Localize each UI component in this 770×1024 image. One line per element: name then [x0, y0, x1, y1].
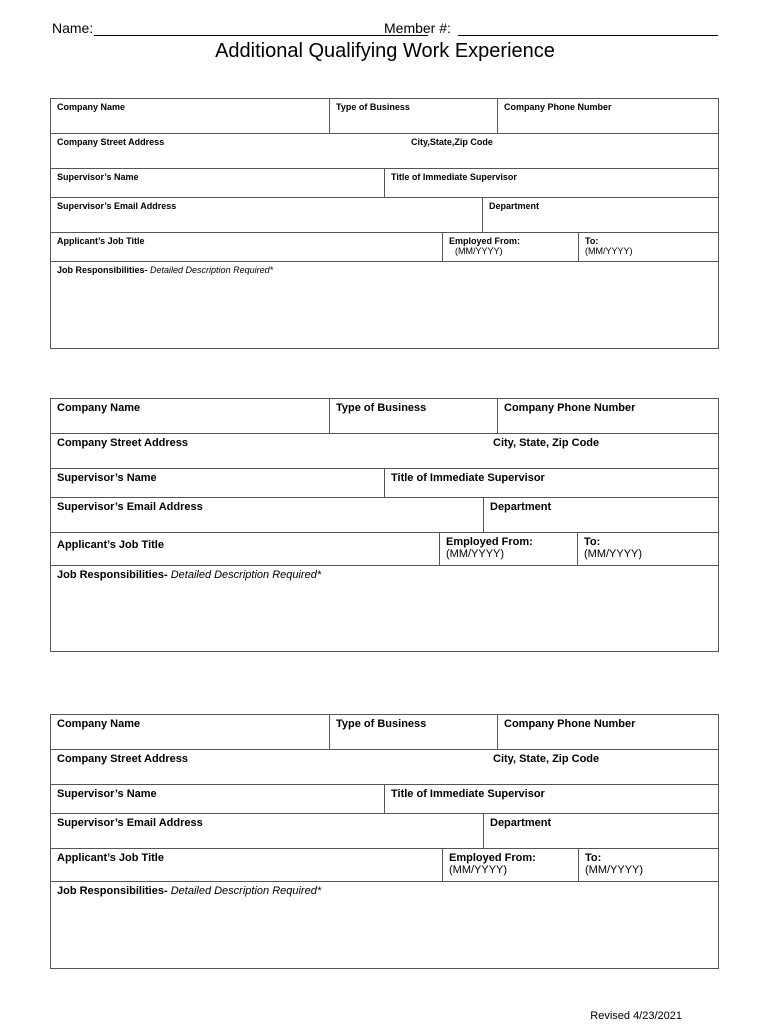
supervisor-title-field[interactable]: Title of Immediate Supervisor: [384, 785, 718, 813]
member-label: Member #:: [384, 20, 451, 36]
type-of-business-field[interactable]: Type of Business: [329, 715, 497, 749]
department-field[interactable]: Department: [482, 198, 718, 232]
job-responsibilities-field[interactable]: Job Responsibilities- Detailed Description Required*: [57, 569, 322, 581]
name-field[interactable]: [94, 35, 428, 36]
supervisor-email-field[interactable]: Supervisor’s Email Address: [57, 201, 177, 211]
revision-date: Revised 4/23/2021: [590, 1010, 682, 1022]
company-phone-field[interactable]: Company Phone Number: [497, 99, 718, 133]
employed-to-field[interactable]: To: (MM/YYYY): [578, 233, 718, 261]
page-title: Additional Qualifying Work Experience: [215, 40, 555, 62]
employed-from-field[interactable]: Employed From: (MM/YYYY): [439, 533, 577, 565]
member-number-field[interactable]: [458, 35, 718, 36]
company-name-field[interactable]: Company Name: [57, 102, 126, 112]
employed-from-field[interactable]: Employed From: (MM/YYYY): [442, 233, 578, 261]
job-responsibilities-field[interactable]: Job Responsibilities- Detailed Description Required*: [57, 265, 274, 275]
job-title-field[interactable]: Applicant’s Job Title: [57, 852, 164, 864]
work-experience-form-2: [50, 398, 719, 652]
employed-to-field[interactable]: To: (MM/YYYY): [577, 533, 718, 565]
department-field[interactable]: Department: [483, 814, 718, 848]
job-title-field[interactable]: Applicant’s Job Title: [57, 236, 145, 246]
header-line: [52, 18, 718, 40]
supervisor-email-field[interactable]: Supervisor’s Email Address: [57, 501, 203, 513]
work-experience-form-3: [50, 714, 719, 969]
department-field[interactable]: Department: [483, 498, 718, 532]
company-name-field[interactable]: Company Name: [57, 718, 141, 730]
job-responsibilities-field[interactable]: Job Responsibilities- Detailed Description Required*: [57, 885, 322, 897]
supervisor-email-field[interactable]: Supervisor’s Email Address: [57, 817, 203, 829]
street-address-field[interactable]: Company Street Address: [57, 753, 189, 765]
employed-to-field[interactable]: To: (MM/YYYY): [578, 849, 718, 881]
supervisor-name-field[interactable]: Supervisor’s Name: [57, 472, 157, 484]
type-of-business-field[interactable]: Type of Business: [329, 99, 497, 133]
city-state-zip-field[interactable]: City,State,Zip Code: [411, 137, 493, 147]
work-experience-form-1: [50, 98, 719, 349]
city-state-zip-field[interactable]: City, State, Zip Code: [493, 437, 600, 449]
city-state-zip-field[interactable]: City, State, Zip Code: [493, 753, 600, 765]
company-phone-field[interactable]: Company Phone Number: [497, 715, 718, 749]
job-title-field[interactable]: Applicant’s Job Title: [57, 539, 164, 551]
supervisor-name-field[interactable]: Supervisor’s Name: [57, 172, 139, 182]
supervisor-title-field[interactable]: Title of Immediate Supervisor: [384, 469, 718, 497]
supervisor-name-field[interactable]: Supervisor’s Name: [57, 788, 157, 800]
company-phone-field[interactable]: Company Phone Number: [497, 399, 718, 433]
type-of-business-field[interactable]: Type of Business: [329, 399, 497, 433]
supervisor-title-field[interactable]: Title of Immediate Supervisor: [384, 169, 718, 197]
street-address-field[interactable]: Company Street Address: [57, 137, 165, 147]
company-name-field[interactable]: Company Name: [57, 402, 141, 414]
employed-from-field[interactable]: Employed From: (MM/YYYY): [442, 849, 578, 881]
name-label: Name:: [52, 20, 94, 36]
street-address-field[interactable]: Company Street Address: [57, 437, 189, 449]
